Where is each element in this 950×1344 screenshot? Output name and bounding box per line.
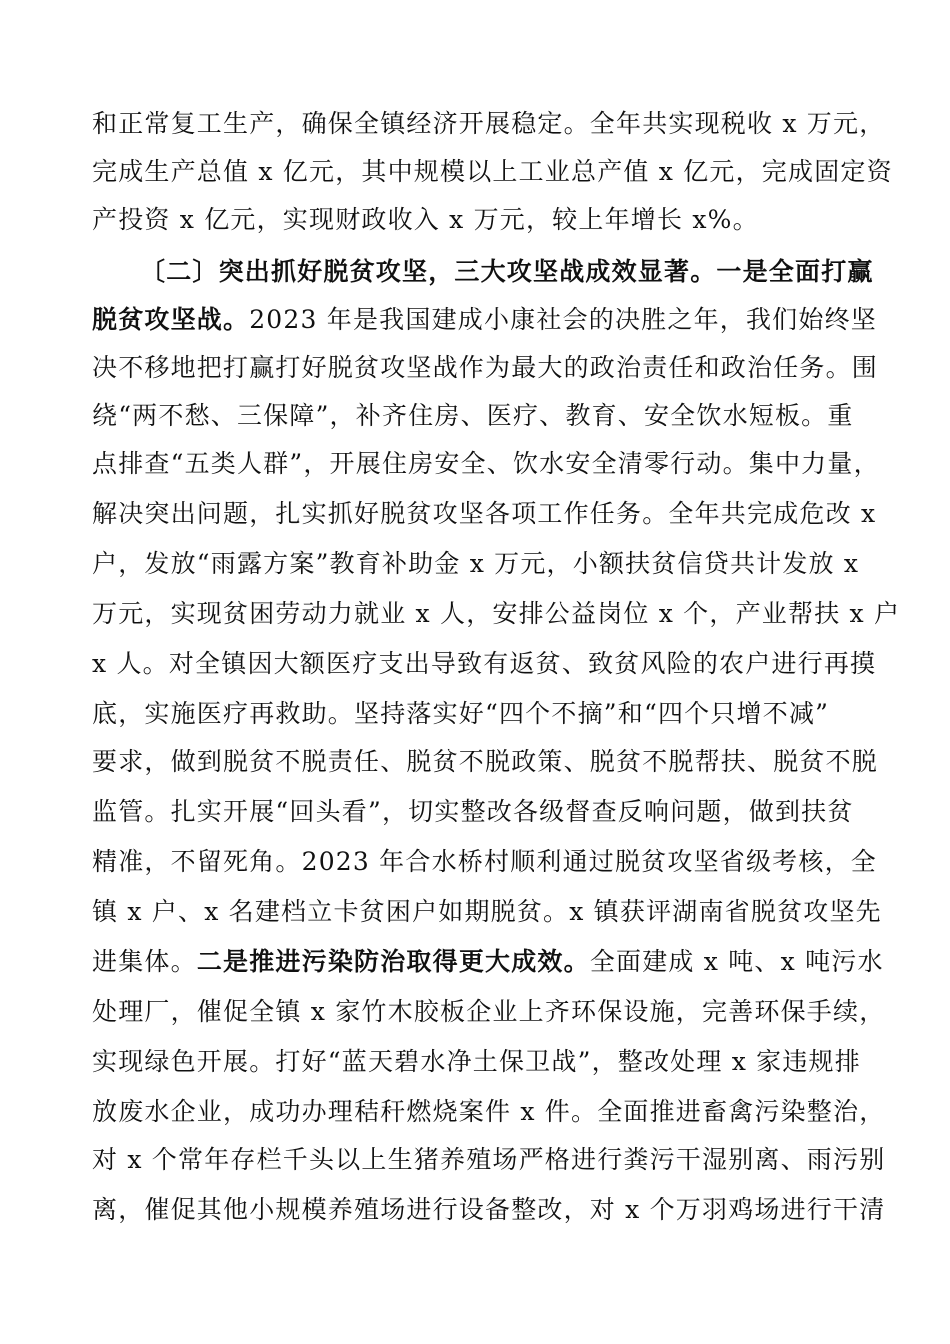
text-line: 离，催促其他小规模养殖场进行设备整改，对 x 个万羽鸡场进行干清 (92, 1195, 886, 1224)
text-line: 完成生产总值 x 亿元，其中规模以上工业总产值 x 亿元，完成固定资 (92, 157, 893, 186)
text-line: 解决突出问题，扎实抓好脱贫攻坚各项工作任务。全年共完成危改 x (92, 499, 877, 528)
text-run: 2023 年是我国建成小康社会的决胜之年，我们始终坚 (249, 305, 877, 334)
text-line: 产投资 x 亿元，实现财政收入 x 万元，较上年增长 x%。 (92, 205, 759, 234)
text-line: 点排查“五类人群”，开展住房安全、饮水安全清零行动。集中力量， (92, 449, 880, 478)
text-line: 处理厂，催促全镇 x 家竹木胶板企业上齐环保设施，完善环保手续， (92, 997, 886, 1026)
text-run: 进集体。 (92, 947, 197, 976)
text-line: 要求，做到脱贫不脱责任、脱贫不脱政策、脱贫不脱帮扶、脱贫不脱 (92, 747, 879, 776)
section-heading: 〔二〕突出抓好脱贫攻坚，三大攻坚战成效显著。一是全面打赢 (140, 257, 874, 286)
text-line: 户，发放“雨露方案”教育补助金 x 万元，小额扶贫信贷共计发放 x (92, 549, 860, 578)
text-line: 绕“两不愁、三保障”，补齐住房、医疗、教育、安全饮水短板。重 (92, 401, 854, 430)
text-line: 放废水企业，成功办理秸秆燃烧案件 x 件。全面推进畜禽污染整治， (92, 1097, 886, 1126)
text-line: 万元，实现贫困劳动力就业 x 人，安排公益岗位 x 个，产业帮扶 x 户 (92, 599, 901, 628)
text-line: 镇 x 户、x 名建档立卡贫困户如期脱贫。x 镇获评湖南省脱贫攻坚先 (92, 897, 882, 926)
text-line: 底，实施医疗再救助。坚持落实好“四个不摘”和“四个只增不减” (92, 699, 830, 728)
text-run: 全面建成 x 吨、x 吨污水 (589, 947, 884, 976)
text-line: x 人。对全镇因大额医疗支出导致有返贫、致贫风险的农户进行再摸 (92, 649, 877, 678)
text-line (92, 300, 877, 340)
subheading: 脱贫攻坚战。 (92, 305, 250, 334)
text-line (92, 942, 884, 982)
text-line: 实现绿色开展。打好“蓝天碧水净土保卫战”，整改处理 x 家违规排 (92, 1047, 861, 1076)
text-line: 决不移地把打赢打好脱贫攻坚战作为最大的政治责任和政治任务。围 (92, 353, 879, 382)
text-line: 监管。扎实开展“回头看”，切实整改各级督查反响问题，做到扶贫 (92, 797, 854, 826)
text-line: 和正常复工生产，确保全镇经济开展稳定。全年共实现税收 x 万元， (92, 109, 886, 138)
subheading: 二是推进污染防治取得更大成效。 (196, 947, 590, 976)
text-line: 精准，不留死角。2023 年合水桥村顺利通过脱贫攻坚省级考核，全 (92, 847, 877, 876)
text-line: 对 x 个常年存栏千头以上生猪养殖场严格进行粪污干湿别离、雨污别 (92, 1145, 886, 1174)
